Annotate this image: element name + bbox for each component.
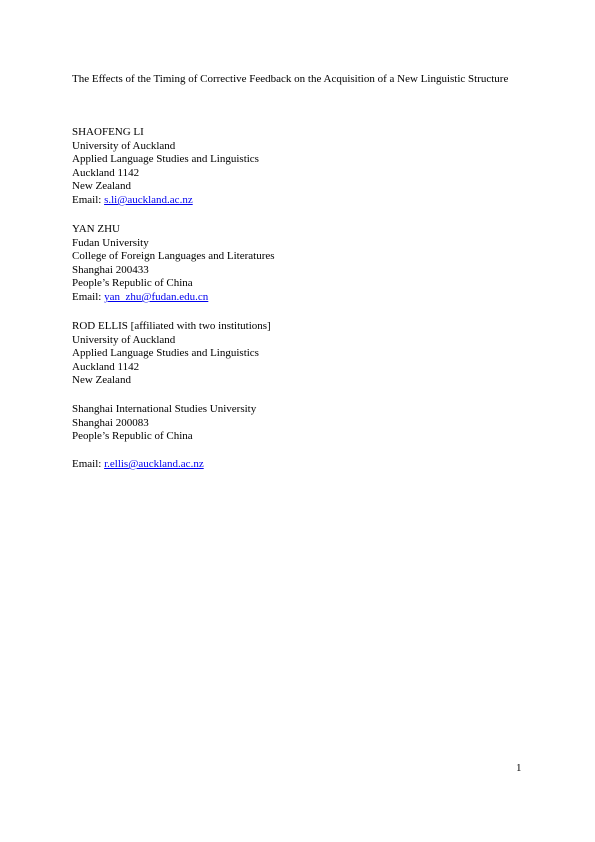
affiliation-line: Applied Language Studies and Linguistics — [72, 153, 259, 166]
email-line — [72, 194, 512, 208]
paper-title: The Effects of the Timing of Corrective Feedback on the Acquisition of a New Linguistic Structure — [72, 73, 509, 85]
page-number: 1 — [516, 762, 522, 774]
affiliation-line: University of Auckland — [72, 139, 176, 152]
email-label: Email: — [72, 290, 105, 303]
author-name: YAN ZHU — [72, 223, 120, 235]
affiliation-line: Applied Language Studies and Linguistics — [72, 347, 259, 360]
email-line — [72, 458, 512, 472]
affiliation-line: People’s Republic of China — [72, 430, 193, 443]
affiliation-line: University of Auckland — [72, 333, 176, 346]
affiliation-line: People’s Republic of China — [72, 277, 193, 290]
author-name: ROD ELLIS [affiliated with two institutions] — [72, 320, 271, 332]
affiliation-line: Auckland 1142 — [72, 360, 140, 373]
author-block-3 — [72, 320, 512, 388]
affiliation-line: New Zealand — [72, 180, 131, 193]
email-label: Email: — [72, 458, 105, 470]
email-line — [72, 291, 512, 305]
email-link[interactable]: yan_zhu@fudan.edu.cn — [104, 290, 209, 303]
email-link[interactable]: s.li@auckland.ac.nz — [104, 193, 193, 206]
affiliation-line: Shanghai 200083 — [72, 416, 149, 429]
author-3-email-block — [72, 458, 512, 472]
affiliation-line: Auckland 1142 — [72, 166, 140, 179]
second-affiliation-block — [72, 403, 512, 444]
email-label: Email: — [72, 193, 105, 206]
affiliation-line: College of Foreign Languages and Literatures — [72, 250, 275, 263]
affiliation-line: Shanghai 200433 — [72, 263, 149, 276]
author-block-1 — [72, 126, 512, 208]
author-block-2 — [72, 223, 512, 305]
affiliation-line: Fudan University — [72, 236, 149, 249]
affiliation-line: New Zealand — [72, 374, 131, 387]
author-name: SHAOFENG LI — [72, 126, 144, 138]
affiliation-line: Shanghai International Studies University — [72, 403, 257, 415]
email-link[interactable]: r.ellis@auckland.ac.nz — [104, 458, 204, 470]
